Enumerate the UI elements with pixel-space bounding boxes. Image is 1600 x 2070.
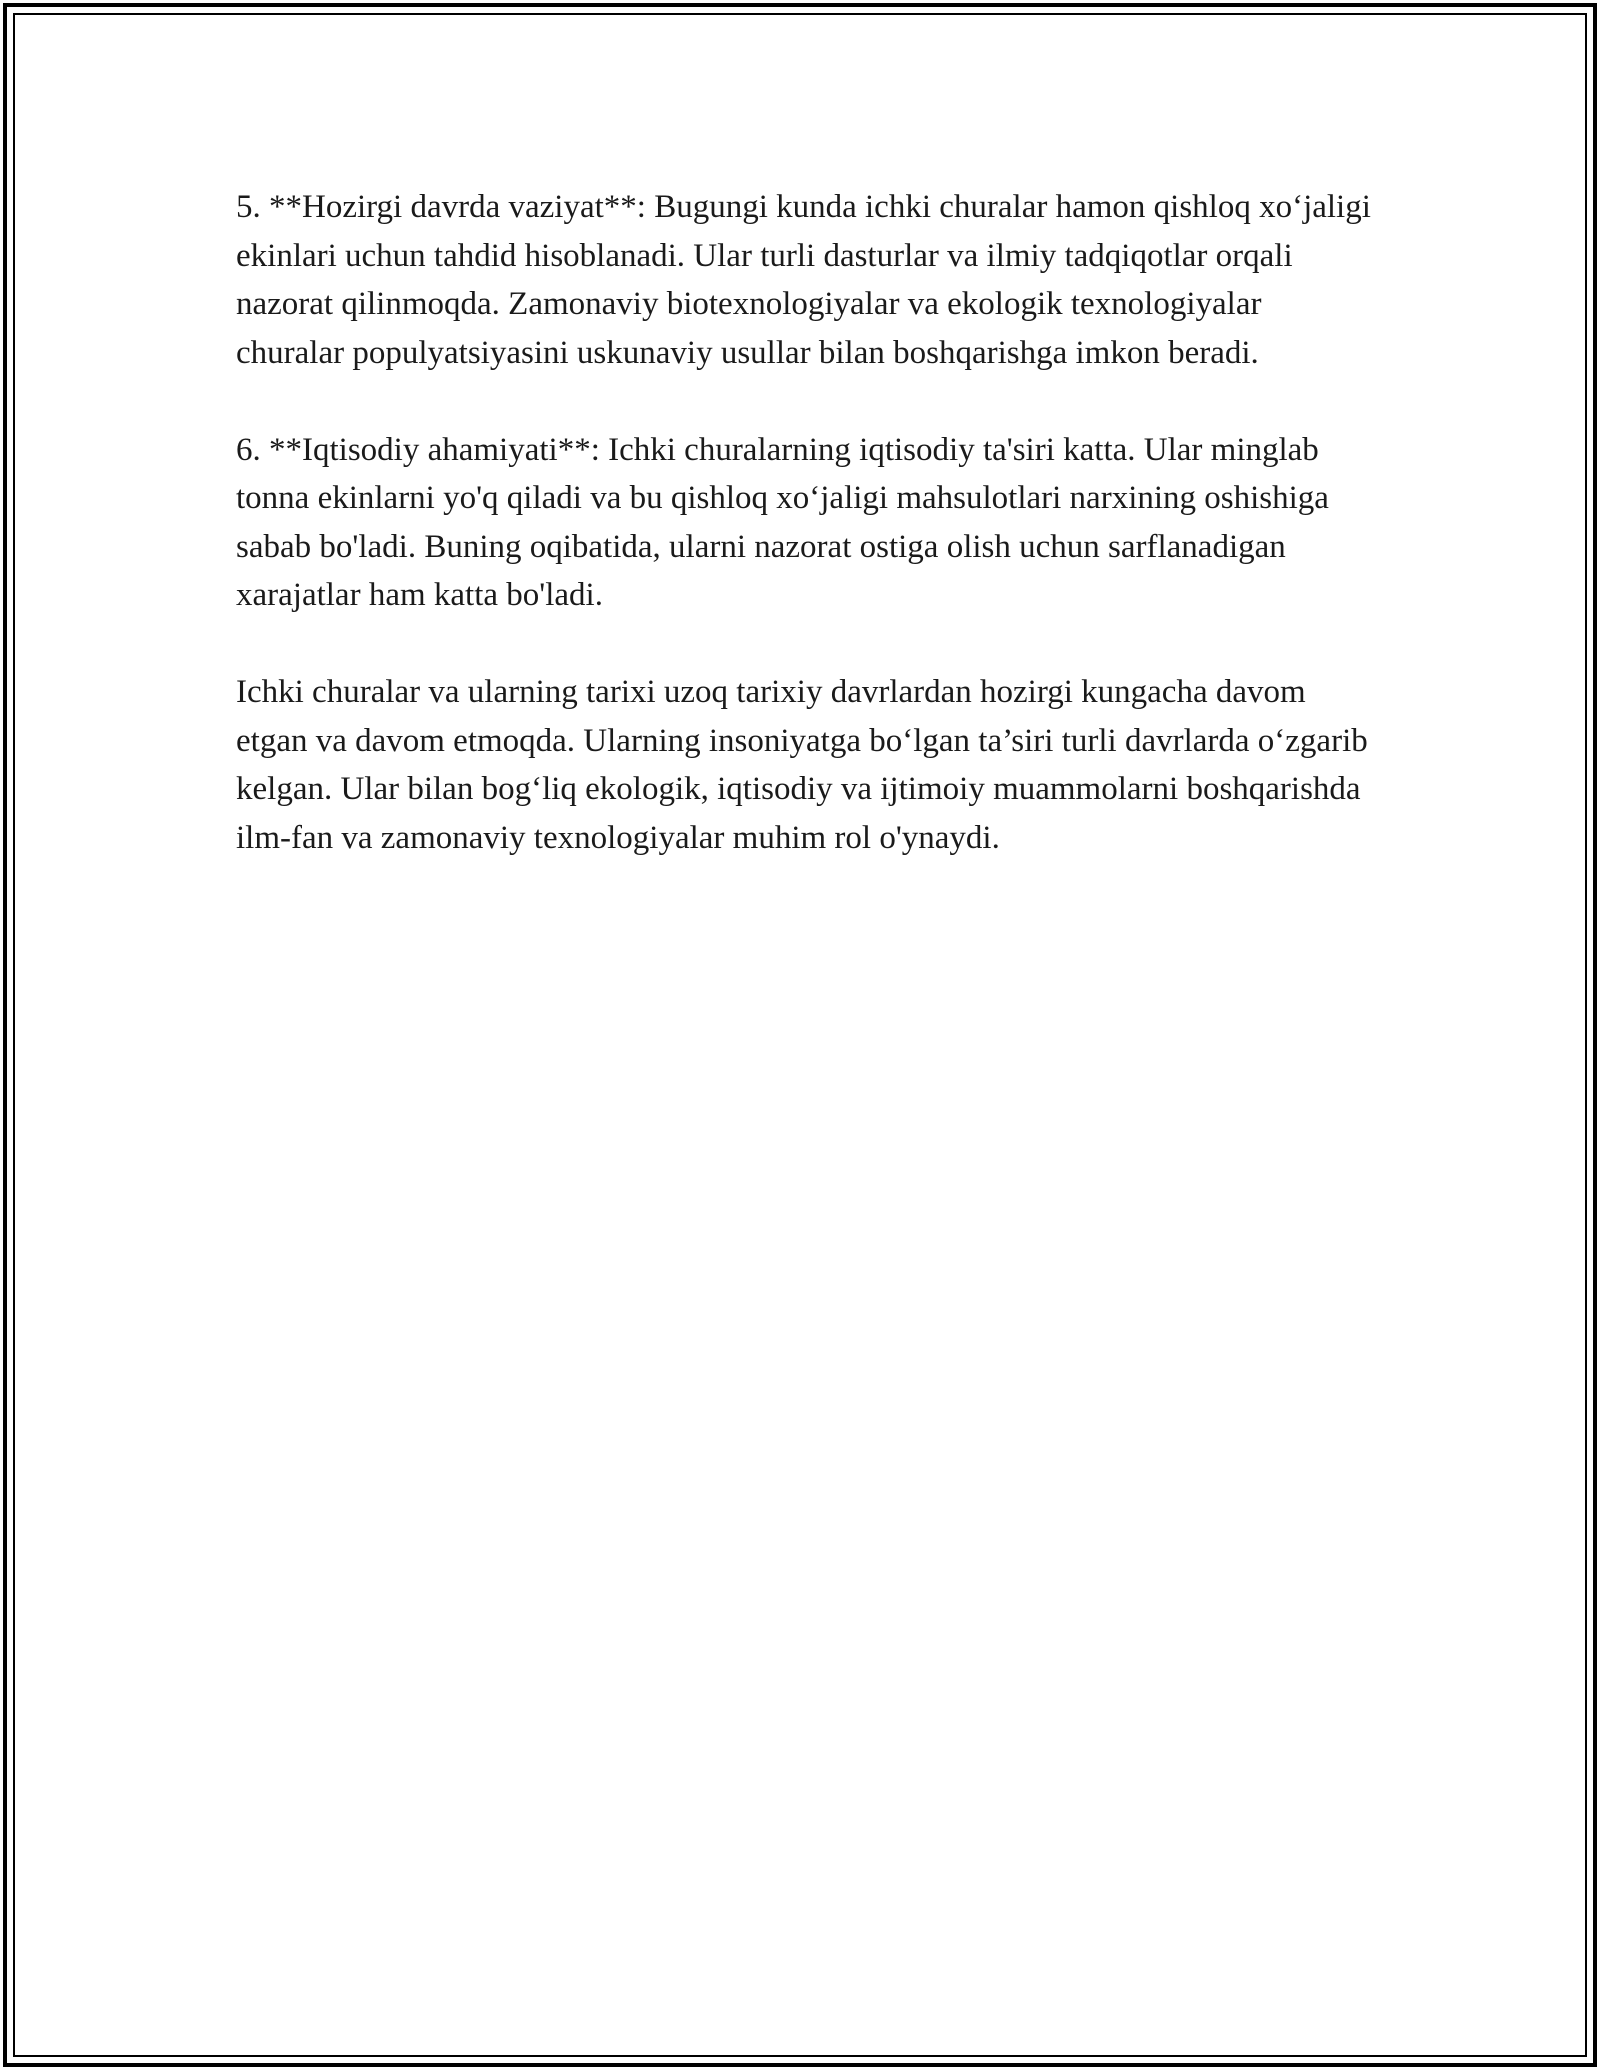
- paragraph-conclusion: Ichki churalar va ularning tarixi uzoq tarixiy davrlardan hozirgi kungacha davom etgan va davom etmoqda. Ularning insoniyatga bo‘lgan ta’siri turli davrlarda o‘zgarib kelgan. Ular bilan bog‘liq ekologik, iqtisodiy va ijtimoiy muammolarni boshqarishda ilm-fan va zamonaviy texnologiyalar muhim rol o'ynaydi.: [236, 674, 1368, 856]
- paragraph-economic-importance: 6. **Iqtisodiy ahamiyati**: Ichki churalarning iqtisodiy ta'siri katta. Ular minglab tonna ekinlarni yo'q qiladi va bu qishloq xo‘jaligi mahsulotlari narxining oshishiga sabab bo'ladi. Buning oqibatida, ularni nazorat ostiga olish uchun sarflanadigan xarajatlar ham katta bo'ladi.: [236, 431, 1329, 613]
- document-body: [236, 183, 1376, 911]
- paragraph-current-situation: 5. **Hozirgi davrda vaziyat**: Bugungi kunda ichki churalar hamon qishloq xo‘jaligi ekinlari uchun tahdid hisoblanadi. Ular turli dasturlar va ilmiy tadqiqotlar orqali nazorat qilinmoqda. Zamonaviy biotexnologiyalar va ekologik texnologiyalar churalar populyatsiyasini uskunaviy usullar bilan boshqarishga imkon beradi.: [236, 189, 1371, 371]
